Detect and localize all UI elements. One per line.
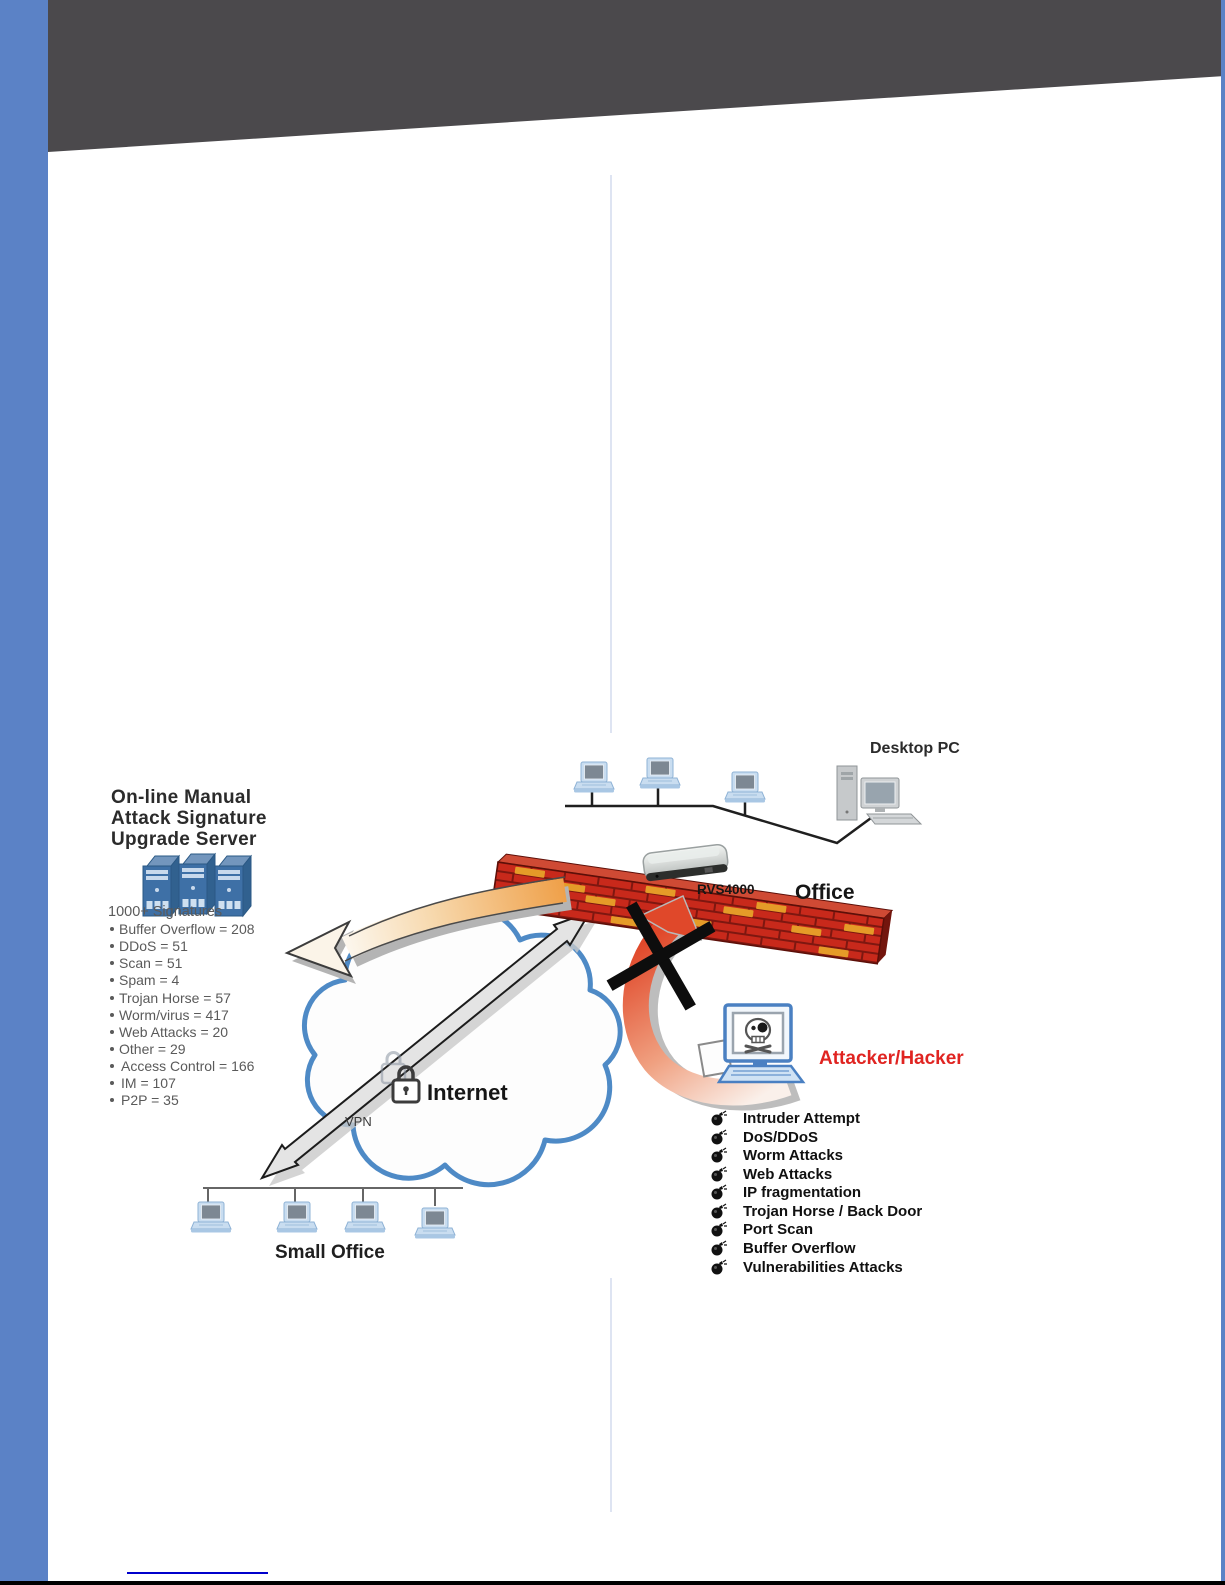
signature-item [110,990,231,1006]
network-security-diagram [95,710,995,1280]
office-laptop-icon [725,772,765,803]
bomb-icon [712,1222,728,1237]
desktop-pc-icon [837,766,921,824]
bomb-icon [712,1241,728,1256]
left-accent-bar [0,0,48,1585]
signature-item [110,1075,176,1091]
right-accent-edge [1221,0,1225,1585]
desktop-pc-label: Desktop PC [870,740,960,757]
signature-item [110,938,188,954]
rvs4000-label: RVS4000 [697,882,755,897]
small-office-label: Small Office [275,1242,385,1263]
small-office-laptop-icon [345,1202,385,1233]
office-laptop-icon [574,762,614,793]
attack-item [712,1221,814,1238]
svg-text:Web Attacks = 20: Web Attacks = 20 [119,1024,229,1040]
signature-item [110,1092,179,1108]
small-office-laptop-icon [277,1202,317,1233]
attack-list [712,1110,923,1276]
signatures-header: 1000+ Signatures [108,904,223,920]
internet-label: Internet [427,1080,508,1105]
attack-item [712,1147,844,1164]
svg-text:Web Attacks: Web Attacks [743,1166,833,1183]
svg-text:Scan = 51: Scan = 51 [119,955,183,971]
office-lan [565,740,960,843]
attack-item [712,1129,819,1146]
signature-item [110,972,180,988]
svg-text:Port Scan: Port Scan [743,1221,814,1238]
upgrade-server-title-line: Attack Signature [111,808,267,829]
attack-item [712,1110,860,1127]
svg-text:Vulnerabilities Attacks: Vulnerabilities Attacks [743,1259,903,1276]
svg-text:IM = 107: IM = 107 [121,1075,176,1091]
attack-item [712,1166,833,1183]
attack-item [712,1240,856,1257]
column-divider-bottom [610,1278,612,1512]
small-office-lan [191,1188,463,1263]
svg-text:DDoS = 51: DDoS = 51 [119,938,188,954]
bomb-icon [712,1130,728,1145]
bomb-icon [712,1148,728,1163]
upgrade-server-title-line: On-line Manual [111,787,252,808]
vpn-label: VPN [345,1114,372,1129]
svg-text:DoS/DDoS: DoS/DDoS [743,1129,818,1146]
signature-item [110,955,183,971]
small-office-laptop-icon [191,1202,231,1233]
svg-text:Buffer Overflow: Buffer Overflow [743,1240,856,1257]
svg-text:Trojan Horse = 57: Trojan Horse = 57 [119,990,231,1006]
upgrade-server-block [108,787,267,1108]
attacker-pc-icon [699,1005,803,1082]
signature-item [110,1007,229,1023]
header-band [48,0,1225,152]
footer-link-underline[interactable] [127,1572,268,1574]
bomb-icon [712,1167,728,1182]
page-bottom-edge [0,1581,1225,1585]
svg-text:Worm Attacks: Worm Attacks [743,1147,844,1164]
signature-item [110,1041,186,1057]
attacker-label: Attacker/Hacker [819,1048,964,1069]
office-laptop-icon [640,758,680,789]
signature-item [110,1058,255,1074]
svg-text:P2P = 35: P2P = 35 [121,1092,179,1108]
svg-text:Spam = 4: Spam = 4 [119,972,180,988]
svg-text:Trojan Horse / Back Door: Trojan Horse / Back Door [743,1203,923,1220]
office-label: Office [795,881,855,904]
attack-item [712,1184,862,1201]
svg-text:IP fragmentation: IP fragmentation [743,1184,862,1201]
attack-item [712,1259,903,1276]
bomb-icon [712,1111,728,1126]
column-divider-top [610,175,612,733]
svg-text:Intruder Attempt: Intruder Attempt [743,1110,860,1127]
bomb-icon [712,1204,728,1219]
bomb-icon [712,1260,728,1275]
svg-text:Access Control = 166: Access Control = 166 [121,1058,255,1074]
signature-item [110,1024,228,1040]
office-bus-line [565,806,871,843]
upgrade-server-title-line: Upgrade Server [111,829,257,850]
svg-text:Buffer Overflow = 208: Buffer Overflow = 208 [119,921,255,937]
svg-text:Worm/virus = 417: Worm/virus = 417 [119,1007,229,1023]
signatures-list [110,921,255,1108]
rvs4000-device-icon [642,844,729,882]
svg-text:Other = 29: Other = 29 [119,1041,186,1057]
attack-item [712,1203,923,1220]
signature-item [110,921,255,937]
bomb-icon [712,1185,728,1200]
small-office-laptop-icon [415,1208,455,1239]
